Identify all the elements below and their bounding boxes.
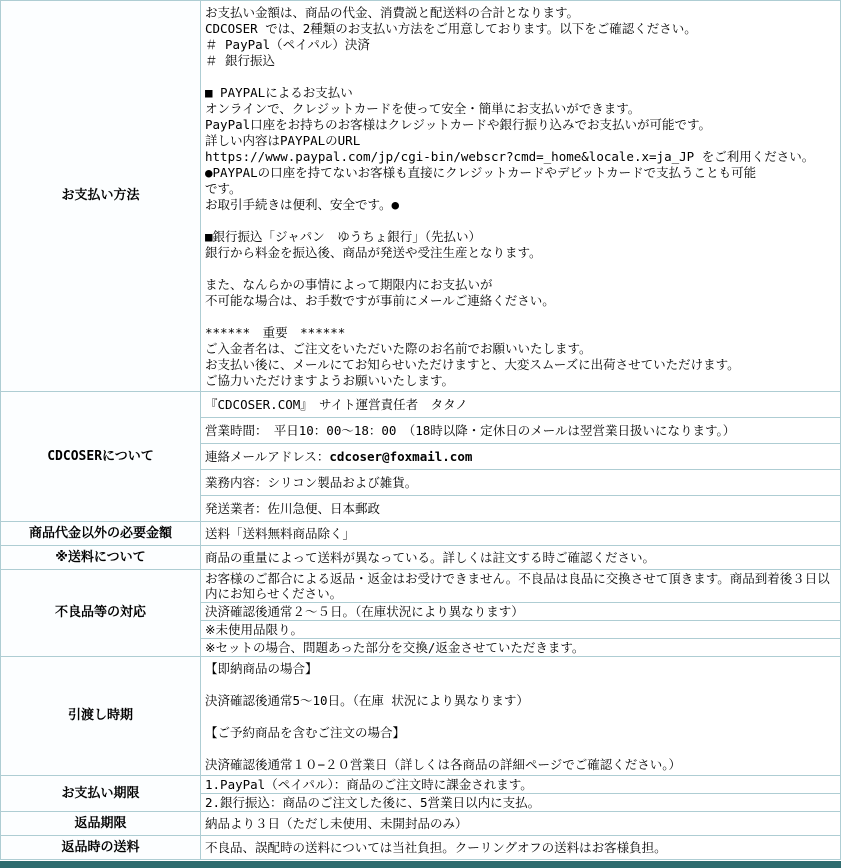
text-line: ※未使用品限り。 xyxy=(201,620,840,638)
text-line: 【即納商品の場合】 xyxy=(205,661,318,676)
defective-items-content xyxy=(201,570,841,657)
text-line: ご入金者名は、ご注文をいただいた際のお名前でお願いいたします。 xyxy=(205,341,592,356)
row-delivery-time xyxy=(1,657,841,776)
text-line: 決済確認後通常5〜10日。（在庫 状況により異なります） xyxy=(205,693,529,708)
about-business-hours: 営業時間： 平日10：00〜18：00 （18時以降・定休日のメールは翌営業日扱いになります。） xyxy=(201,417,840,443)
defective-items-subrows xyxy=(201,570,840,656)
shipping-note-content: 商品の重量によって送料が異なっている。詳しくは註文する時ご確認ください。 xyxy=(201,546,841,570)
payment-deadline-subrows xyxy=(201,776,840,811)
row-return-deadline xyxy=(1,812,841,836)
row-return-shipping xyxy=(1,836,841,860)
about-operator: 『CDCOSER.COM』 サイト運営責任者 タタノ xyxy=(205,397,468,412)
text-line: ＃ 銀行振込 xyxy=(205,53,276,68)
footer-bar xyxy=(0,861,841,868)
row-header-return-deadline: 返品期限 xyxy=(1,812,201,836)
about-business-description: 業務内容：シリコン製品および雑貨。 xyxy=(201,469,840,495)
text-line: お取引手続きは便利、安全です。● xyxy=(205,197,400,212)
payment-deadline-content xyxy=(201,776,841,812)
contact-label: 連絡メールアドレス： xyxy=(205,449,330,464)
row-payment-method xyxy=(1,1,841,392)
text-line xyxy=(205,709,837,725)
row-defective-items xyxy=(1,570,841,657)
row-header-return-shipping: 返品時の送料 xyxy=(1,836,201,860)
text-line xyxy=(205,261,837,277)
text-line xyxy=(205,213,837,229)
row-header-payment-method: お支払い方法 xyxy=(1,1,201,392)
row-extra-fees xyxy=(1,522,841,546)
about-shipping-carriers: 発送業者：佐川急便、日本郵政 xyxy=(201,495,840,521)
extra-fees-content: 送料「送料無料商品除く」 xyxy=(201,522,841,546)
text-line xyxy=(205,677,837,693)
text-line: また、なんらかの事情によって期限内にお支払いが xyxy=(205,277,493,292)
text-line: オンラインで、クレジットカードを使って安全・簡単にお支払いができます。 xyxy=(205,101,641,116)
return-shipping-content: 不良品、誤配時の送料については当社負担。クーリングオフの送料はお客様負担。 xyxy=(201,836,841,860)
row-header-delivery-time: 引渡し時期 xyxy=(1,657,201,776)
text-line: CDCOSER では、2種類のお支払い方法をご用意しております。以下をご確認ください。 xyxy=(205,21,697,36)
contact-email: cdcoser@foxmail.com xyxy=(329,449,473,464)
text-line: 【ご予約商品を含むご注文の場合】 xyxy=(205,725,406,740)
text-line: ＃ PayPal（ペイパル）決済 xyxy=(205,37,370,52)
delivery-time-content xyxy=(201,657,841,776)
about-cdcoser-content xyxy=(201,392,841,522)
text-line: 銀行から料金を振込後、商品が発送や受注生産となります。 xyxy=(205,245,542,260)
text-line: です。 xyxy=(205,181,242,196)
text-line: PayPal口座をお持ちのお客様はクレジットカードや銀行振り込みでお支払いが可能です。 xyxy=(205,117,711,132)
about-contact xyxy=(201,443,840,469)
delivery-time-lines xyxy=(201,657,840,775)
text-line: ■銀行振込「ジャパン ゆうちょ銀行」（先払い） xyxy=(205,229,482,244)
text-line: ●PAYPALの口座を持てないお客様も直接にクレジットカードやデビットカードで支払うことも可能 xyxy=(205,165,757,180)
text-line xyxy=(205,741,837,757)
return-deadline-content: 納品より３日（ただし未使用、未開封品のみ） xyxy=(201,812,841,836)
text-line: ****** 重要 ****** xyxy=(205,325,346,340)
text-line: 2.銀行振込：商品のご注文した後に、5営業日以内に支払。 xyxy=(201,793,840,811)
text-line: ■ PAYPALによるお支払い xyxy=(205,85,353,100)
text-line xyxy=(205,309,837,325)
text-line: 1.PayPal（ペイパル）：商品のご注文時に課金されます。 xyxy=(205,777,533,792)
row-header-defective-items: 不良品等の対応 xyxy=(1,570,201,657)
text-line: お支払い後に、メールにてお知らせいただけますと、大変スムーズに出荷させていただけます。 xyxy=(205,357,740,372)
payment-method-lines xyxy=(201,1,840,391)
row-payment-deadline xyxy=(1,776,841,812)
text-line: 決済確認後通常１０−２０営業日（詳しくは各商品の詳細ページでご確認ください。） xyxy=(205,757,682,772)
text-line xyxy=(205,69,837,85)
payment-method-content xyxy=(201,1,841,392)
row-header-extra-fees: 商品代金以外の必要金額 xyxy=(1,522,201,546)
row-header-payment-deadline: お支払い期限 xyxy=(1,776,201,812)
text-line: 不可能な場合は、お手数ですが事前にメールご連絡ください。 xyxy=(205,293,555,308)
text-line: https://www.paypal.com/jp/cgi-bin/webscr?cmd=_home&locale.x=ja_JP をご利用ください。 xyxy=(205,149,815,164)
row-shipping-note xyxy=(1,546,841,570)
text-line: 決済確認後通常２〜５日。（在庫状況により異なります） xyxy=(201,602,840,620)
text-line: お支払い金額は、商品の代金、消費説と配送料の合計となります。 xyxy=(205,5,580,20)
row-header-shipping-note: ※送料について xyxy=(1,546,201,570)
text-line: ご協力いただけますようお願いいたします。 xyxy=(205,373,455,388)
row-about-cdcoser xyxy=(1,392,841,522)
text-line: ※セットの場合、問題あった部分を交換/返金させていただきます。 xyxy=(201,638,840,656)
row-header-about-cdcoser: CDCOSERについて xyxy=(1,392,201,522)
text-line: 詳しい内容はPAYPALのURL xyxy=(205,133,361,148)
text-line: お客様のご都合による返品・返金はお受けできません。不良品は良品に交換させて頂きます。商品到着後３日以内にお知らせください。 xyxy=(205,571,830,601)
